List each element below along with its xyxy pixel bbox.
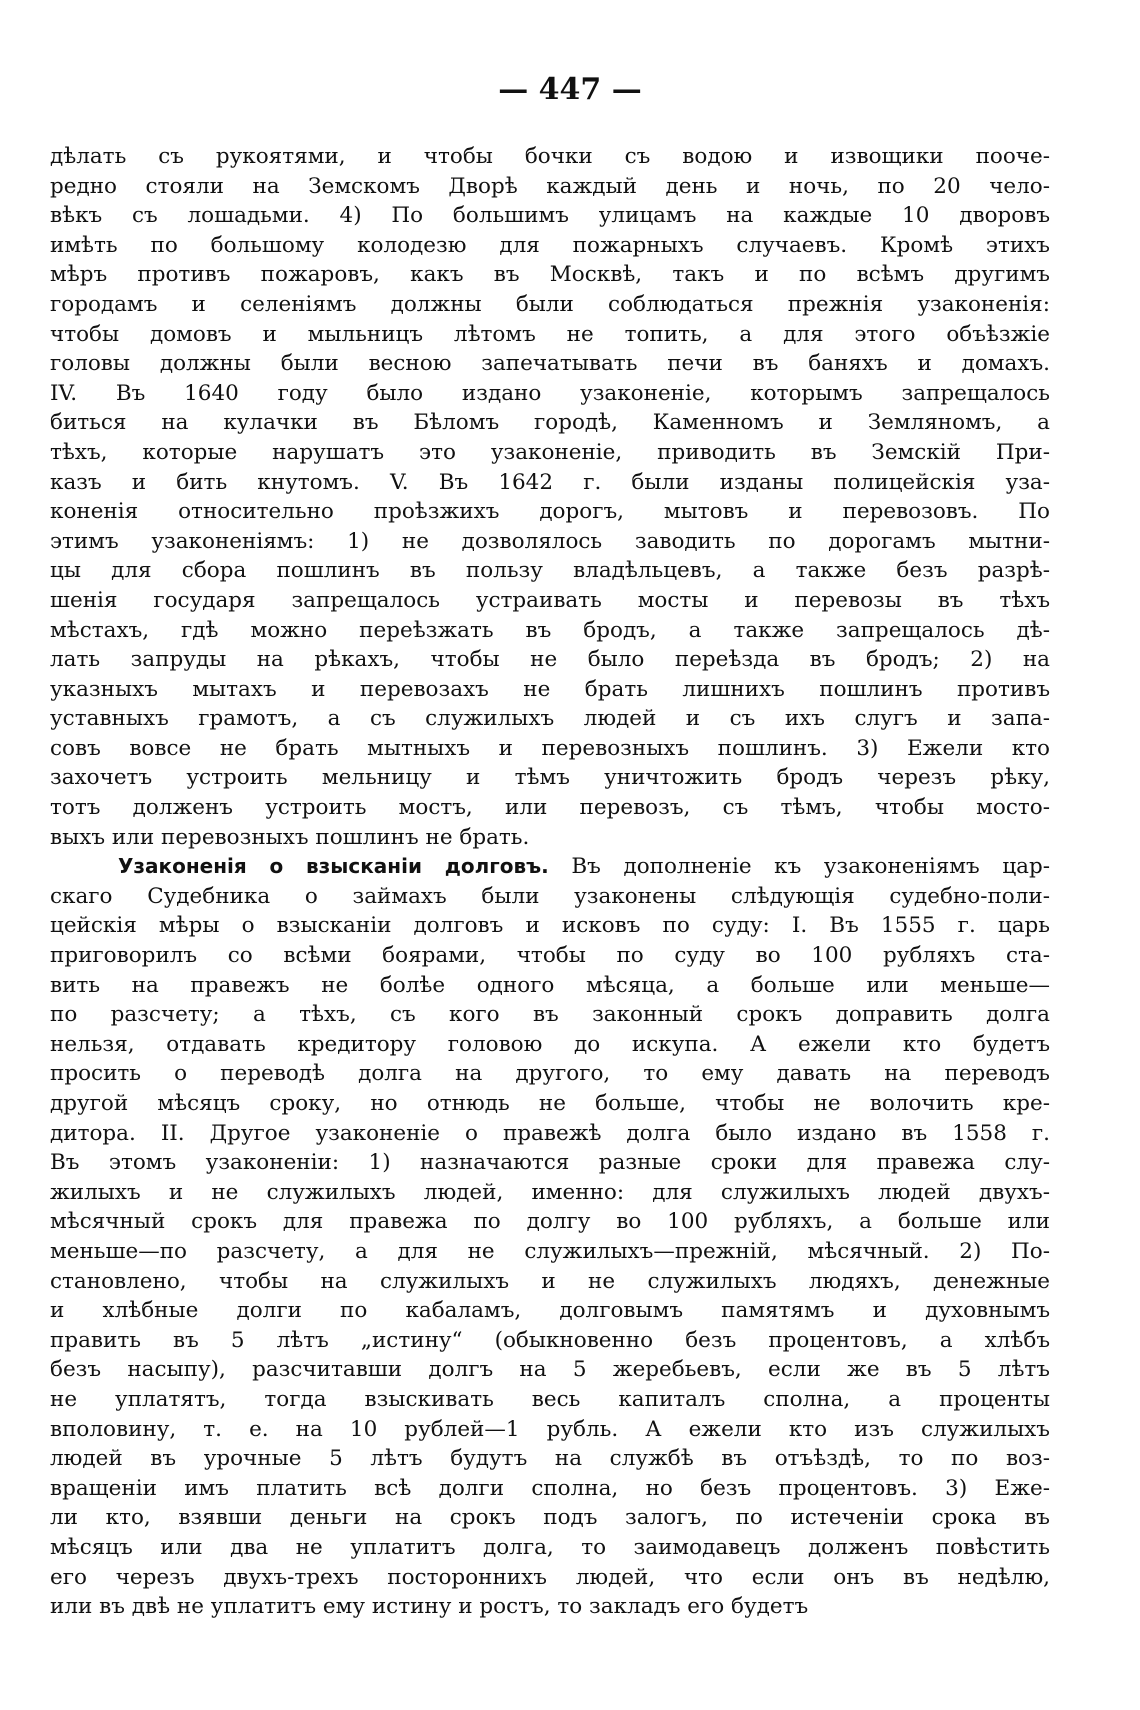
text-line: тотъ долженъ устроить мостъ, или перевозъ, съ тѣмъ, чтобы мосто-: [50, 795, 1050, 821]
body-text: [50, 142, 1050, 1622]
first-line-text: Въ дополненіе къ узаконеніямъ цар-: [548, 854, 1050, 880]
paragraph-debt-collection: [50, 852, 1050, 1621]
text-line: биться на кулачки въ Бѣломъ городѣ, Каменномъ и Земляномъ, а: [50, 410, 1050, 436]
text-line: этимъ узаконеніямъ: 1) не дозволялось заводить по дорогамъ мытни-: [50, 528, 1050, 554]
text-line: дѣлать съ рукоятями, и чтобы бочки съ водою и извощики пооче-: [50, 144, 1050, 169]
text-line: мѣсяцъ или два не уплатитъ долга, то заимодавецъ долженъ повѣстить: [50, 1534, 1050, 1560]
text-line: дитора. II. Другое узаконеніе о правежѣ долга было издано въ 1558 г.: [50, 1120, 1050, 1146]
text-line: редно стояли на Земскомъ Дворѣ каждый день и ночь, по 20 чело-: [50, 173, 1050, 199]
text-line: по разсчету; а тѣхъ, съ кого въ законный срокъ доправить долга: [50, 1002, 1050, 1028]
text-line: и хлѣбные долги по кабаламъ, долговымъ памятямъ и духовнымъ: [50, 1298, 1050, 1324]
text-line: мѣсячный срокъ для правежа по долгу во 100 рубляхъ, а больше или: [50, 1209, 1050, 1235]
text-line: мѣръ противъ пожаровъ, какъ въ Москвѣ, такъ и по всѣмъ другимъ: [50, 262, 1050, 288]
text-line: вить на правежъ не болѣе одного мѣсяца, а больше или меньше—: [50, 972, 1050, 998]
text-line: его черезъ двухъ-трехъ постороннихъ людей, что если онъ въ недѣлю,: [50, 1564, 1050, 1590]
text-line: нельзя, отдавать кредитору головою до искупа. А ежели кто будетъ: [50, 1031, 1050, 1057]
text-line: просить о переводѣ долга на другого, то ему давать на переводъ: [50, 1061, 1050, 1087]
text-line: лать запруды на рѣкахъ, чтобы не было переѣзда въ бродъ; 2) на: [50, 647, 1050, 673]
text-line: или въ двѣ не уплатитъ ему истину и ростъ, то закладъ его будетъ: [50, 1594, 809, 1620]
text-line: уставныхъ грамотъ, а съ служилыхъ людей и съ ихъ слугъ и запа-: [50, 706, 1050, 732]
text-line: скаго Судебника о займахъ были узаконены слѣдующія судебно-поли-: [50, 883, 1050, 909]
text-line: имѣть по большому колодезю для пожарныхъ случаевъ. Кромѣ этихъ: [50, 232, 1050, 258]
text-line: людей въ урочные 5 лѣтъ будутъ на службѣ въ отъѣздѣ, то по воз-: [50, 1446, 1050, 1472]
text-line: захочетъ устроить мельницу и тѣмъ уничтожить бродъ черезъ рѣку,: [50, 765, 1050, 791]
text-line: чтобы домовъ и мыльницъ лѣтомъ не топить, а для этого объѣзжіе: [50, 321, 1050, 347]
text-line: править въ 5 лѣтъ „истину“ (обыкновенно безъ процентовъ, а хлѣбъ: [50, 1327, 1050, 1353]
text-line: цы для сбора пошлинъ въ пользу владѣльцевъ, а также безъ разрѣ-: [50, 558, 1050, 584]
text-line: головы должны были весною запечатывать печи въ баняхъ и домахъ.: [50, 351, 1050, 377]
text-line: Въ этомъ узаконеніи: 1) назначаются разные сроки для правежа слу-: [50, 1150, 1050, 1176]
text-line: IV. Въ 1640 году было издано узаконеніе, которымъ запрещалось: [50, 380, 1050, 406]
paragraph-fire-and-road-regulations: [50, 142, 1050, 852]
page-number: — 447 —: [498, 72, 642, 107]
text-line: тѣхъ, которые нарушатъ это узаконеніе, приводить въ Земскій При-: [50, 439, 1050, 465]
text-line: городамъ и селеніямъ должны были соблюдаться прежнія узаконенія:: [50, 291, 1050, 317]
text-line: шенія государя запрещалось устраивать мосты и перевозы въ тѣхъ: [50, 587, 1050, 613]
text-line: вращеніи имъ платить всѣ долги сполна, но безъ процентовъ. 3) Еже-: [50, 1475, 1050, 1501]
text-line: коненія относительно проѣзжихъ дорогъ, мытовъ и перевозовъ. По: [50, 499, 1050, 525]
text-line: выхъ или перевозныхъ пошлинъ не брать.: [50, 824, 530, 850]
text-line: безъ насыпу), разсчитавши долгъ на 5 жеребьевъ, если же въ 5 лѣтъ: [50, 1357, 1050, 1383]
text-line: совъ вовсе не брать мытныхъ и перевозныхъ пошлинъ. 3) Ежели кто: [50, 735, 1050, 761]
paragraph-first-line: [50, 852, 1050, 882]
text-line: мѣстахъ, гдѣ можно переѣзжать въ бродъ, а также запрещалось дѣ-: [50, 617, 1050, 643]
text-line: приговорилъ со всѣми боярами, чтобы по суду во 100 рубляхъ ста-: [50, 943, 1050, 969]
section-heading: Узаконенія о взысканіи долговъ.: [118, 854, 549, 879]
text-line: меньше—по разсчету, а для не служилыхъ—прежній, мѣсячный. 2) По-: [50, 1238, 1050, 1264]
text-line: ли кто, взявши деньги на срокъ подъ залогъ, по истеченіи срока въ: [50, 1505, 1050, 1531]
text-line: вѣкъ съ лошадьми. 4) По большимъ улицамъ на каждые 10 дворовъ: [50, 203, 1050, 229]
text-line: не уплатятъ, тогда взыскивать весь капиталъ сполна, а проценты: [50, 1386, 1050, 1412]
text-line: цейскія мѣры о взысканіи долговъ и исковъ по суду: I. Въ 1555 г. царь: [50, 913, 1050, 939]
text-line: становлено, чтобы на служилыхъ и не служилыхъ людяхъ, денежные: [50, 1268, 1050, 1294]
text-line: жилыхъ и не служилыхъ людей, именно: для служилыхъ людей двухъ-: [50, 1179, 1050, 1205]
text-line: казъ и бить кнутомъ. V. Въ 1642 г. были изданы полицейскія уза-: [50, 469, 1050, 495]
text-line: другой мѣсяцъ сроку, но отнюдь не больше, чтобы не волочить кре-: [50, 1091, 1050, 1116]
text-line: вполовину, т. е. на 10 рублей—1 рубль. А ежели кто изъ служилыхъ: [50, 1416, 1050, 1442]
text-line: указныхъ мытахъ и перевозахъ не брать лишнихъ пошлинъ противъ: [50, 676, 1050, 702]
